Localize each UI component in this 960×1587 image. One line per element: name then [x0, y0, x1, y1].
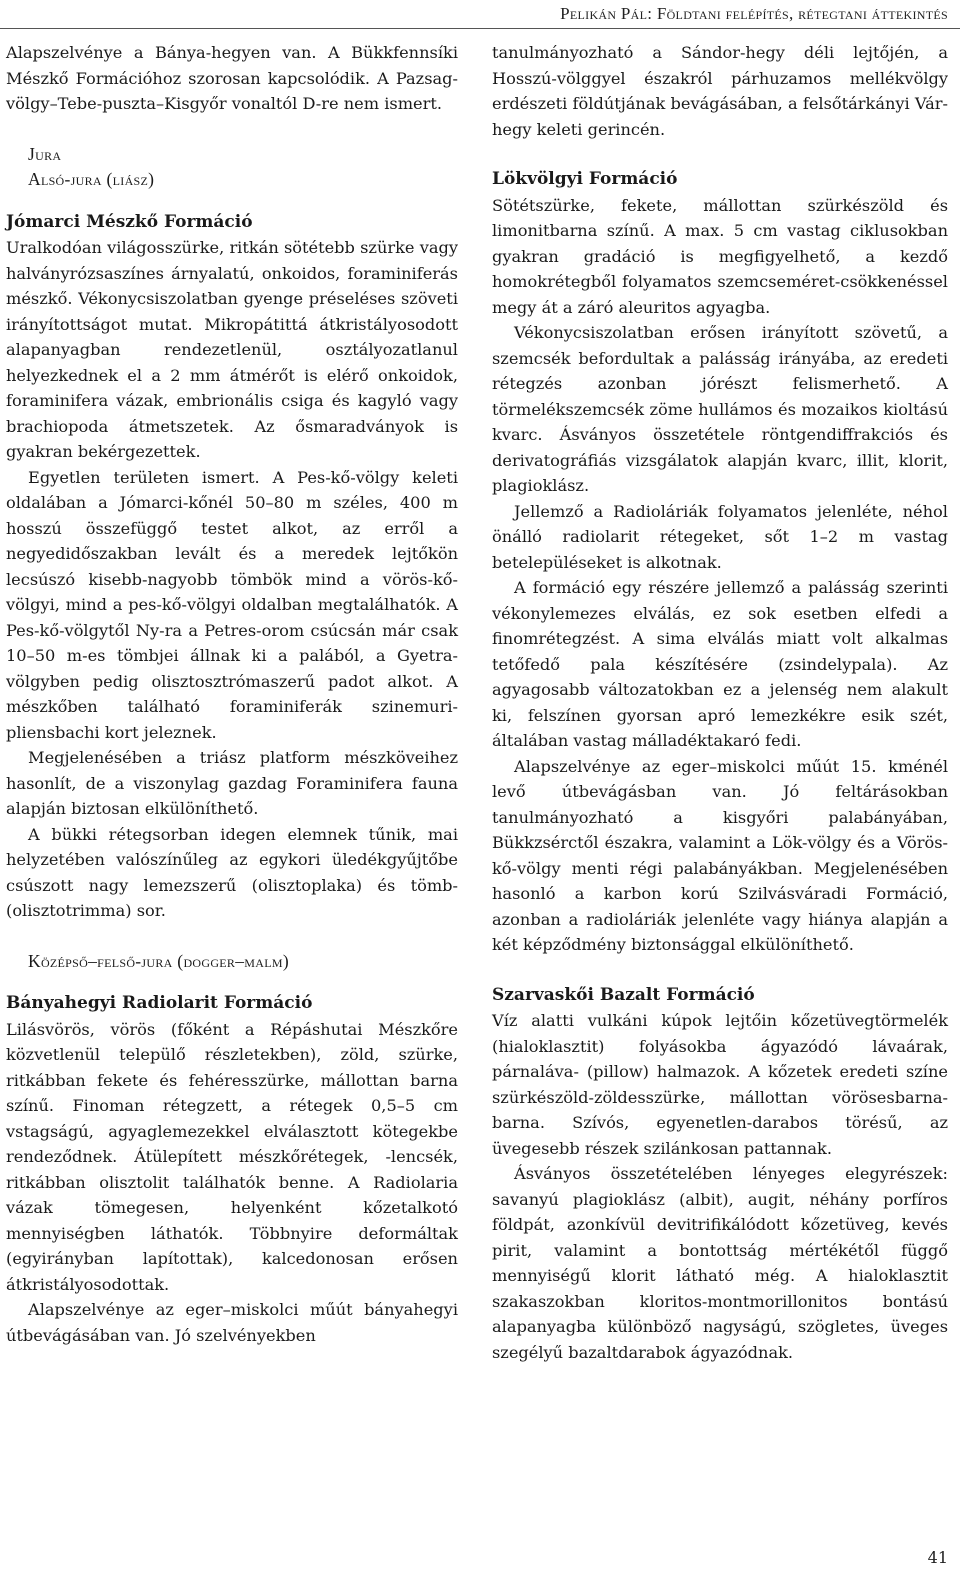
intro-paragraph: Alapszelvénye a Bánya-hegyen van. A Bükkfennsíki Mészkő Formációhoz szorosan kapcsolódik. A Pazsag-völgy–Tebe-puszta–Kisgyőr vonaltól D-re nem ismert. [6, 43, 458, 113]
jomarci-paragraph-1: Uralkodóan világosszürke, ritkán sötétebb szürke vagy halványrózsaszínes árnyalatú, onkoidos, foraminiferás mészkő. Vékonycsiszolatban gyenge préseléses szöveti irányítottságot mutat. Mikropátittá átkristályosodott alapanyagban rendezetlenül, osztályozatlanul helyezkednek el a 2 mm átmérőt is elérő onkoidok, foraminifera vázak, embrionális csiga és kagyló vagy brachiopoda átmetszetek. Az ősmaradványok is gyakran bekérgezettek. [6, 238, 458, 461]
szarvaskoi-title: Szarvaskői Bazalt Formáció [492, 984, 755, 1005]
jomarci-paragraph-4: A bükki rétegsorban idegen elemnek tűnik, mai helyzetében valószínűleg az egykori üledékgyűjtőbe csúszott nagy lemezszerű (olisztoplaka) és tömb- (olisztotrimma) sor. [6, 824, 458, 920]
left-column [6, 40, 458, 1348]
header-rule [0, 28, 960, 29]
jomarci-paragraph-3: Megjelenésében a triász platform mészköveihez hasonlít, de a viszonylag gazdag Foraminifera fauna alapján biztosan elkülöníthető. [6, 748, 458, 818]
szarvaskoi-paragraph-2: Ásványos összetételében lényeges elegyrészek: savanyú plagioklász (albit), augit, néhány porfíros földpát, azonkívül devitrifikálódott kőzetüveg, kevés pirit, valamint a bontottság mértékétől függő mennyiségű klorit látható még. A hialoklasztit szakaszokban kloritos-montmorillonitos bontású alapanyagba különböző nagyságú, szögletes, üveges szegélyű bazaltdarabok ágyazódnak. [492, 1164, 948, 1362]
right-continuation-paragraph: tanulmányozható a Sándor-hegy déli lejtőjén, a Hosszú-völggyel északról párhuzamos mellékvölgy erdészeti földútjának bevágásában, a felsőtárkányi Vár-hegy keleti gerincén. [492, 43, 948, 139]
jura-heading: Jura [28, 143, 62, 164]
also-jura-heading: Alsó-jura (liász) [28, 169, 155, 189]
banyahegyi-title: Bányahegyi Radiolarit Formáció [6, 993, 313, 1013]
running-head: Pelikán Pál: Földtani felépítés, rétegtani áttekintés [560, 4, 948, 23]
jomarci-title: Jómarci Mészkő Formáció [6, 211, 253, 232]
kozepso-felso-jura-heading: Középső–felső-jura (dogger–malm) [28, 950, 289, 971]
banyahegyi-paragraph-1: Lilásvörös, vörös (főként a Répáshutai Mészkőre közvetlenül települő részletekben), zöld, szürke, ritkábban fekete és fehéresszürke, mállottan barna színű. Finoman rétegzett, a rétegek 0,5–5 cm vstagságú, agyaglemezekkel elválasztott kötegekbe rendeződnek. Átülepített mészkőrétegek, -lencsék, ritkábban olisztolit találhatók benne. A Radiolaria vázak tömegesen, helyenként kőzetalkotó mennyiségben láthatók. Többnyire deformáltak (egyirányban lapítottak), kalcedonosan erősen átkristályosodottak. [6, 1019, 458, 1294]
lokvolgyi-paragraph-2: Vékonycsiszolatban erősen irányított szövetű, a szemcsék befordultak a palásság irányába, az eredeti rétegzés azonban jórészt felismerhető. A törmelékszemcsék zöme hullámos és mozaikos kioltású kvarc. Ásványos összetétele röntgendiffrakciós és derivatográfiás vizsgálatok alapján kvarc, illit, klorit, plagioklász. [492, 323, 948, 495]
lokvolgyi-paragraph-3: Jellemző a Radioláriák folyamatos jelenléte, néhol önálló radiolarit rétegeket, sőt 1–2 m vastag betelepüléseket is alkotnak. [492, 501, 948, 572]
lokvolgyi-paragraph-5: Alapszelvénye az eger–miskolci műút 15. kménél levő útbevágásban van. Jó feltárásokban tanulmányozható a kisgyőri palabányában, Bükkzsérctől északra, valamint a Lök-völgy és a Vörös-kő-völgy menti régi palabányákban. Megjelenésében hasonló a karbon korú Szilvásváradi Formáció, azonban a radioláriák jelenléte vagy hiánya alapján a két képződmény biztonsággal elkülöníthető. [492, 756, 948, 954]
banyahegyi-paragraph-2: Alapszelvénye az eger–miskolci műút bányahegyi útbevágásában van. Jó szelvényekben [6, 1300, 458, 1345]
lokvolgyi-paragraph-4: A formáció egy részére jellemző a palásság szerinti vékonylemezes elválás, ez sok esetben elfedi a finomrétegzést. A sima elválás miatt volt alkalmas tetőfedő pala készítésére (zsindelypala). Az agyagosabb változatokban ez a jelenség nem alakult ki, felszínen gyorsan apró lemezkékre esik szét, általában vastag málladéktakaró fedi. [492, 578, 948, 750]
page-number: 41 [927, 1548, 948, 1567]
jomarci-paragraph-2: Egyetlen területen ismert. A Pes-kő-völgy keleti oldalában a Jómarci-kőnél 50–80 m széles, 400 m hosszú összefüggő testet alkot, az erről a negyedidőszakban levált és a meredek lejtőkön lecsúszó kisebb-nagyobb tömbök mind a vörös-kő-völgyi, mind a pes-kő-völgyi oldalban megtalálhatók. A Pes-kő-völgytől Ny-ra a Petres-orom csúcsán már csak 10–50 m-es tömbjei állnak ki a palából, a Gyetra-völgyben pedig olisztosztrómaszerű padot alkot. A mészkőben található foraminiferák szinemuri-pliensbachi kort jeleznek. [6, 467, 458, 742]
lokvolgyi-paragraph-1: Sötétszürke, fekete, mállottan szürkészöld és limonitbarna színű. A max. 5 cm vastag ciklusokban gyakran gradáció is megfigyelhető, a kezdő homokrétegből folyamatos szemcseméret-csökkenéssel megy át a záró aleuritos agyagba. [492, 195, 948, 317]
right-column [492, 40, 948, 1365]
lokvolgyi-title: Lökvölgyi Formáció [492, 169, 678, 189]
szarvaskoi-paragraph-1: Víz alatti vulkáni kúpok lejtőin kőzetüvegtörmelék (hialoklasztit) folyásokba ágyazódó lávaárak, párnaláva- (pillow) halmazok. A kőzetek eredeti színe szürkészöld-zöldesszürke, mállottan vörösesbarna-barna. Szívós, egyenetlen-darabos törésű, az üvegesebb részek szilánkosan pattannak. [492, 1011, 948, 1158]
